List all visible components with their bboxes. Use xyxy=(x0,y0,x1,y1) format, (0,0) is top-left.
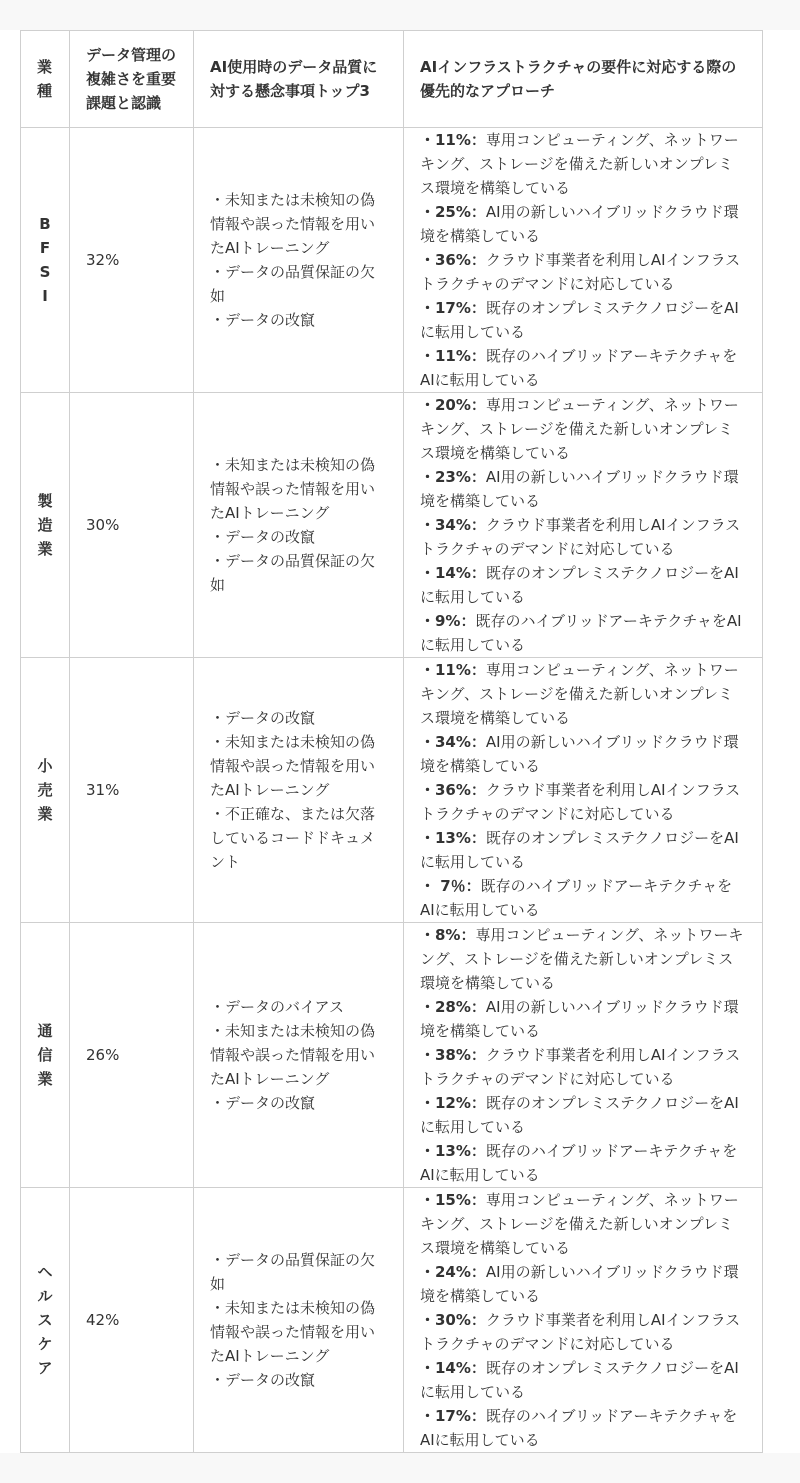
table-header-row xyxy=(21,31,763,128)
approach-percent: ・13%： xyxy=(420,829,486,847)
industry-char: F xyxy=(39,239,51,257)
approach-percent: ・17%： xyxy=(420,299,486,317)
approach-percent: ・11%： xyxy=(420,347,486,365)
industry-char: 業 xyxy=(37,805,53,823)
industry-char: 業 xyxy=(37,1070,53,1088)
approach-item xyxy=(420,248,746,296)
approach-item xyxy=(420,1308,746,1356)
approach-item xyxy=(420,730,746,778)
approach-text: クラウド事業者を利用しAIインフラストラクチャのデマンドに対応している xyxy=(420,781,741,823)
industry-char: I xyxy=(42,287,48,305)
approach-text: AI用の新しいハイブリッドクラウド環境を構築している xyxy=(420,203,739,245)
industry-char: 製 xyxy=(37,492,53,510)
table-row xyxy=(21,128,763,393)
header-industry-char: 業 xyxy=(37,58,53,76)
approach-percent: ・36%： xyxy=(420,251,486,269)
approach-cell xyxy=(404,658,763,923)
approach-percent: ・14%： xyxy=(420,564,486,582)
approach-item xyxy=(420,296,746,344)
approach-text: 既存のオンプレミステクノロジーをAIに転用している xyxy=(420,564,739,606)
approach-percent: ・38%： xyxy=(420,1046,486,1064)
approach-item xyxy=(420,128,746,200)
complexity-cell: 30% xyxy=(70,393,194,658)
complexity-cell: 31% xyxy=(70,658,194,923)
approach-item xyxy=(420,513,746,561)
concern-item: ・不正確な、または欠落しているコードドキュメント xyxy=(210,805,376,871)
approach-text: 専用コンピューティング、ネットワーキング、ストレージを備えた新しいオンプレミス環境を構築している xyxy=(420,926,744,992)
complexity-cell: 42% xyxy=(70,1188,194,1453)
industry-char: 通 xyxy=(37,1022,53,1040)
approach-percent: ・14%： xyxy=(420,1359,486,1377)
concern-item: ・データの改竄 xyxy=(210,1371,316,1389)
approach-text: クラウド事業者を利用しAIインフラストラクチャのデマンドに対応している xyxy=(420,251,741,293)
concern-item: ・データの改竄 xyxy=(210,1094,316,1112)
concerns-cell xyxy=(194,1188,404,1453)
complexity-cell: 26% xyxy=(70,923,194,1188)
industry-char: 小 xyxy=(37,757,53,775)
concern-item: ・データのバイアス xyxy=(210,998,344,1016)
approach-percent: ・30%： xyxy=(420,1311,486,1329)
approach-text: 既存のハイブリッドアーキテクチャをAIに転用している xyxy=(420,1142,738,1184)
approach-percent: ・ 7％： xyxy=(420,877,481,895)
approach-text: クラウド事業者を利用しAIインフラストラクチャのデマンドに対応している xyxy=(420,1311,741,1353)
approach-item xyxy=(420,658,746,730)
approach-item xyxy=(420,1139,746,1187)
approach-item xyxy=(420,1404,746,1452)
approach-percent: ・28%： xyxy=(420,998,486,1016)
approach-percent: ・23%： xyxy=(420,468,486,486)
approach-item xyxy=(420,1356,746,1404)
concern-item: ・データの品質保証の欠如 xyxy=(210,552,376,594)
concern-item: ・未知または未検知の偽情報や誤った情報を用いたAIトレーニング xyxy=(210,1299,376,1365)
page xyxy=(0,30,800,1453)
header-approach: AIインフラストラクチャの要件に対応する際の優先的なアプローチ xyxy=(404,31,763,128)
approach-cell xyxy=(404,128,763,393)
approach-text: 専用コンピューティング、ネットワーキング、ストレージを備えた新しいオンプレミス環境を構築している xyxy=(420,131,739,197)
industry-char: ケ xyxy=(37,1335,53,1353)
header-industry-char: 種 xyxy=(37,82,53,100)
concern-item: ・未知または未検知の偽情報や誤った情報を用いたAIトレーニング xyxy=(210,191,376,257)
approach-percent: ・25%： xyxy=(420,203,486,221)
approach-percent: ・15%： xyxy=(420,1191,486,1209)
approach-percent: ・11%： xyxy=(420,131,486,149)
approach-text: 既存のオンプレミステクノロジーをAIに転用している xyxy=(420,829,739,871)
complexity-cell: 32% xyxy=(70,128,194,393)
header-concerns: AI使用時のデータ品質に対する懸念事項トップ3 xyxy=(194,31,404,128)
approach-text: 既存のハイブリッドアーキテクチャをAIに転用している xyxy=(420,612,742,654)
table-body xyxy=(21,128,763,1453)
approach-item xyxy=(420,874,746,922)
approach-item xyxy=(420,344,746,392)
approach-item xyxy=(420,995,746,1043)
approach-text: AI用の新しいハイブリッドクラウド環境を構築している xyxy=(420,1263,739,1305)
industry-char: ル xyxy=(37,1287,53,1305)
concerns-cell xyxy=(194,658,404,923)
industry-cell xyxy=(21,923,70,1188)
approach-cell xyxy=(404,923,763,1188)
approach-percent: ・13%： xyxy=(420,1142,486,1160)
approach-text: クラウド事業者を利用しAIインフラストラクチャのデマンドに対応している xyxy=(420,1046,741,1088)
table-row xyxy=(21,1188,763,1453)
approach-percent: ・34%： xyxy=(420,733,486,751)
approach-text: 専用コンピューティング、ネットワーキング、ストレージを備えた新しいオンプレミス環境を構築している xyxy=(420,661,739,727)
header-industry-text xyxy=(37,55,53,103)
industry-char: S xyxy=(39,263,51,281)
approach-item xyxy=(420,826,746,874)
industry-char: 信 xyxy=(37,1046,53,1064)
approach-text: 既存のオンプレミステクノロジーをAIに転用している xyxy=(420,1359,739,1401)
header-complexity: データ管理の複雑さを重要課題と認識 xyxy=(70,31,194,128)
industry-char: 業 xyxy=(37,540,53,558)
industry-cell xyxy=(21,1188,70,1453)
approach-item xyxy=(420,393,746,465)
approach-item xyxy=(420,561,746,609)
approach-text: 専用コンピューティング、ネットワーキング、ストレージを備えた新しいオンプレミス環境を構築している xyxy=(420,396,739,462)
concerns-cell xyxy=(194,393,404,658)
approach-text: 既存のオンプレミステクノロジーをAIに転用している xyxy=(420,1094,739,1136)
approach-percent: ・12%： xyxy=(420,1094,486,1112)
approach-item xyxy=(420,1043,746,1091)
industry-char: 売 xyxy=(37,781,53,799)
approach-text: AI用の新しいハイブリッドクラウド環境を構築している xyxy=(420,733,739,775)
industry-table xyxy=(20,30,763,1453)
approach-item xyxy=(420,1260,746,1308)
industry-char: 造 xyxy=(37,516,53,534)
approach-item xyxy=(420,1091,746,1139)
industry-char: B xyxy=(39,215,51,233)
industry-char: ス xyxy=(37,1311,53,1329)
concerns-cell xyxy=(194,128,404,393)
approach-cell xyxy=(404,393,763,658)
approach-percent: ・8%： xyxy=(420,926,476,944)
concern-item: ・データの品質保証の欠如 xyxy=(210,263,376,305)
approach-text: 既存のハイブリッドアーキテクチャをAIに転用している xyxy=(420,347,738,389)
approach-text: AI用の新しいハイブリッドクラウド環境を構築している xyxy=(420,468,739,510)
concern-item: ・データの改竄 xyxy=(210,709,316,727)
table-row xyxy=(21,923,763,1188)
table-row xyxy=(21,393,763,658)
industry-char: ア xyxy=(37,1359,53,1377)
approach-text: AI用の新しいハイブリッドクラウド環境を構築している xyxy=(420,998,739,1040)
industry-cell xyxy=(21,658,70,923)
industry-char: ヘ xyxy=(37,1263,53,1281)
industry-cell xyxy=(21,128,70,393)
concern-item: ・データの改竄 xyxy=(210,311,316,329)
approach-text: 既存のオンプレミステクノロジーをAIに転用している xyxy=(420,299,739,341)
concern-item: ・データの品質保証の欠如 xyxy=(210,1251,376,1293)
concerns-cell xyxy=(194,923,404,1188)
approach-cell xyxy=(404,1188,763,1453)
approach-text: クラウド事業者を利用しAIインフラストラクチャのデマンドに対応している xyxy=(420,516,741,558)
approach-item xyxy=(420,923,746,995)
concern-item: ・未知または未検知の偽情報や誤った情報を用いたAIトレーニング xyxy=(210,456,376,522)
concern-item: ・未知または未検知の偽情報や誤った情報を用いたAIトレーニング xyxy=(210,1022,376,1088)
approach-item xyxy=(420,1188,746,1260)
approach-item xyxy=(420,609,746,657)
approach-item xyxy=(420,200,746,248)
approach-item xyxy=(420,778,746,826)
approach-percent: ・9%： xyxy=(420,612,476,630)
approach-text: 既存のハイブリッドアーキテクチャをAIに転用している xyxy=(420,877,733,919)
approach-text: 専用コンピューティング、ネットワーキング、ストレージを備えた新しいオンプレミス環境を構築している xyxy=(420,1191,739,1257)
approach-percent: ・34%： xyxy=(420,516,486,534)
header-industry xyxy=(21,31,70,128)
industry-cell xyxy=(21,393,70,658)
concern-item: ・未知または未検知の偽情報や誤った情報を用いたAIトレーニング xyxy=(210,733,376,799)
approach-percent: ・17%： xyxy=(420,1407,486,1425)
concern-item: ・データの改竄 xyxy=(210,528,316,546)
table-row xyxy=(21,658,763,923)
approach-percent: ・11%： xyxy=(420,661,486,679)
approach-text: 既存のハイブリッドアーキテクチャをAIに転用している xyxy=(420,1407,738,1449)
approach-percent: ・36%： xyxy=(420,781,486,799)
approach-percent: ・24%： xyxy=(420,1263,486,1281)
approach-item xyxy=(420,465,746,513)
approach-percent: ・20%： xyxy=(420,396,486,414)
